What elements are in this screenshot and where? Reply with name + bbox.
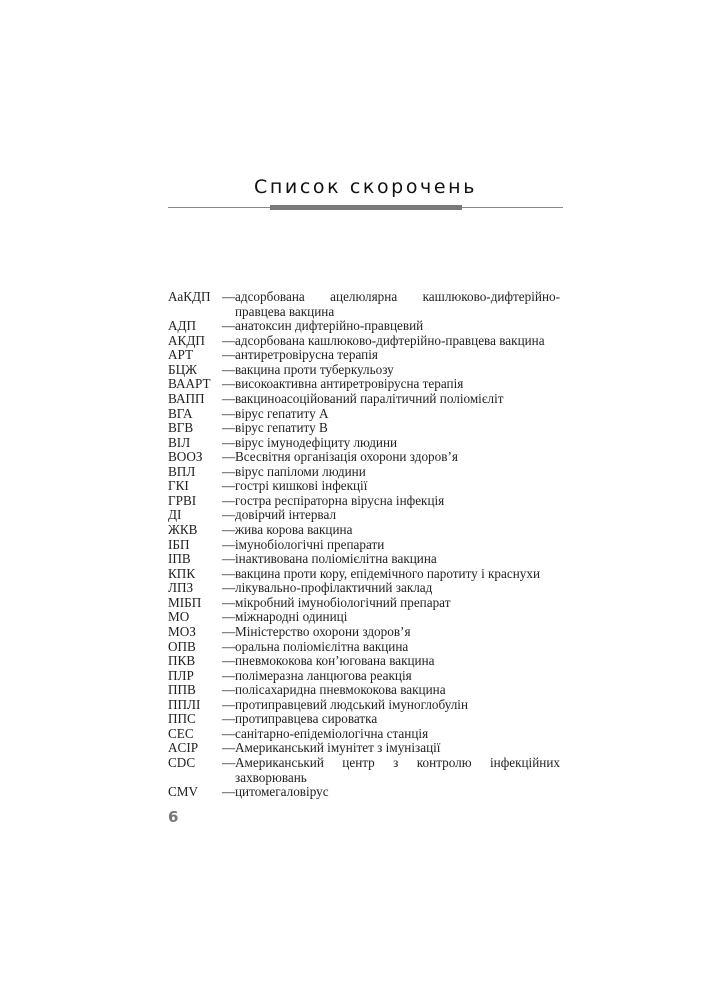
abbreviation: ВААРТ <box>168 376 211 392</box>
definition: вірус гепатиту В <box>235 420 328 436</box>
definition: вірус гепатиту А <box>235 405 329 421</box>
abbreviation-entry <box>168 363 560 378</box>
abbreviation: ГКІ <box>168 478 189 494</box>
dash: — <box>222 478 236 494</box>
abbreviation-entry <box>168 421 560 436</box>
definition: антиретровірусна терапія <box>235 347 378 363</box>
abbreviation-entry <box>168 319 560 334</box>
abbreviation: ВГА <box>168 405 193 421</box>
abbreviation-entry <box>168 756 560 785</box>
dash: — <box>222 536 236 552</box>
dash: — <box>222 740 236 756</box>
definition: адсорбована кашлюково-дифтерійно-правцева вакцина <box>235 332 545 348</box>
definition: анатоксин дифтерійно-правцевий <box>235 318 424 334</box>
abbreviation: ГРВІ <box>168 492 197 508</box>
abbreviation: ВПЛ <box>168 463 196 479</box>
definition: високоактивна антиретровірусна терапія <box>235 376 464 392</box>
definition: жива корова вакцина <box>235 522 353 537</box>
abbreviation: ДІ <box>168 507 182 523</box>
abbreviation-entry <box>168 392 560 407</box>
definition: протиправцевий людський імуноглобулін <box>235 696 469 712</box>
definition: імунобіологічні препарати <box>235 536 385 552</box>
dash: — <box>222 507 236 523</box>
dash: — <box>222 725 236 741</box>
abbreviation: ІПВ <box>168 551 191 567</box>
abbreviation-entry <box>168 698 560 713</box>
dash: — <box>222 318 236 334</box>
abbreviation-entry <box>168 377 560 392</box>
definition: гострі кишкові інфекції <box>235 478 368 494</box>
definition: полісахаридна пневмококова вакцина <box>235 682 446 698</box>
abbreviation-entry <box>168 494 560 509</box>
abbreviation-entry <box>168 596 560 611</box>
abbreviation-entry <box>168 290 560 319</box>
definition: протиправцева сироватка <box>235 711 378 727</box>
definition: Всесвітня організація охорони здоров’я <box>235 449 458 465</box>
dash: — <box>222 565 236 581</box>
dash: — <box>222 711 236 727</box>
abbreviation-list <box>168 290 560 800</box>
definition: пневмококова кон’югована вакцина <box>235 653 435 669</box>
abbreviation: ЖКВ <box>168 522 198 537</box>
dash: — <box>222 623 236 639</box>
abbreviation: ЛПЗ <box>168 580 194 596</box>
abbreviation-entry <box>168 465 560 480</box>
abbreviation: ІБП <box>168 536 190 552</box>
definition: вірус імунодефіциту людини <box>235 434 398 450</box>
abbreviation-entry <box>168 581 560 596</box>
page-title: Список скорочень <box>254 176 477 198</box>
definition: вакцина проти туберкульозу <box>235 361 394 377</box>
abbreviation: АаКДП <box>168 289 211 304</box>
abbreviation: АРТ <box>168 347 194 363</box>
abbreviation-entry <box>168 712 560 727</box>
abbreviation: СЕС <box>168 725 194 741</box>
dash: — <box>222 390 236 406</box>
abbreviation-entry <box>168 654 560 669</box>
abbreviation-entry <box>168 785 560 800</box>
definition: Міністерство охорони здоров’я <box>235 623 411 639</box>
abbreviation: АДП <box>168 318 197 334</box>
abbreviation-entry <box>168 436 560 451</box>
abbreviation-entry <box>168 625 560 640</box>
definition: вакцина проти кору, епідемічного паротиту і краснухи <box>235 565 541 581</box>
dash: — <box>222 682 236 698</box>
definition: вакциноасоційований паралітичний поліомієліт <box>235 390 504 406</box>
definition: лікувально-профілактичний заклад <box>235 580 433 596</box>
dash: — <box>222 594 236 610</box>
definition: Американський центр з контролю інфекційних захворювань <box>235 755 560 785</box>
abbreviation: МО <box>168 609 190 625</box>
abbreviation-entry <box>168 538 560 553</box>
abbreviation: CDC <box>168 755 196 770</box>
definition: вірус папіломи людини <box>235 463 366 479</box>
abbreviation: ВІЛ <box>168 434 191 450</box>
abbreviation: АКДП <box>168 332 205 348</box>
abbreviation: ВГВ <box>168 420 194 436</box>
abbreviation: МІБП <box>168 594 202 610</box>
dash: — <box>222 653 236 669</box>
definition: мікробний імунобіологічний препарат <box>235 594 451 610</box>
definition: міжнародні одиниці <box>235 609 348 625</box>
dash: — <box>222 580 236 596</box>
abbreviation: ППС <box>168 711 196 727</box>
definition: оральна поліомієлітна вакцина <box>235 638 409 654</box>
abbreviation-entry <box>168 683 560 698</box>
abbreviation-entry <box>168 334 560 349</box>
abbreviation: ППЛІ <box>168 696 201 712</box>
definition: санітарно-епідеміологічна станція <box>235 725 429 741</box>
abbreviation-entry <box>168 669 560 684</box>
dash: — <box>222 420 236 436</box>
dash: — <box>222 347 236 363</box>
abbreviation-entry <box>168 407 560 422</box>
abbreviation-entry <box>168 348 560 363</box>
abbreviation: ПКВ <box>168 653 196 669</box>
dash: — <box>222 784 236 800</box>
dash: — <box>222 405 236 421</box>
abbreviation-entry <box>168 610 560 625</box>
dash: — <box>222 463 236 479</box>
dash: — <box>222 376 236 392</box>
abbreviation-entry <box>168 479 560 494</box>
abbreviation: БЦЖ <box>168 361 197 377</box>
abbreviation-entry <box>168 552 560 567</box>
dash: — <box>222 434 236 450</box>
dash: — <box>222 638 236 654</box>
abbreviation-entry <box>168 450 560 465</box>
abbreviation: ВООЗ <box>168 449 203 465</box>
definition: інактивована поліомієлітна вакцина <box>235 551 437 567</box>
dash: — <box>222 696 236 712</box>
abbreviation-entry <box>168 567 560 582</box>
abbreviation: ОПВ <box>168 638 196 654</box>
abbreviation: ППВ <box>168 682 196 698</box>
title-accent-bar <box>270 205 462 210</box>
dash: — <box>222 551 236 567</box>
abbreviation: ACIP <box>168 740 199 756</box>
dash: — <box>222 492 236 508</box>
dash: — <box>222 332 236 348</box>
abbreviation-entry <box>168 508 560 523</box>
page-number: 6 <box>168 808 179 826</box>
dash: — <box>222 667 236 683</box>
abbreviation: CMV <box>168 784 199 800</box>
dash: — <box>222 522 236 537</box>
dash: — <box>222 289 236 304</box>
abbreviation-entry <box>168 640 560 655</box>
abbreviation: ПЛР <box>168 667 194 683</box>
definition: цитомегаловірус <box>235 784 329 800</box>
abbreviation-entry <box>168 727 560 742</box>
abbreviation: КПК <box>168 565 196 581</box>
definition: гостра респіраторна вірусна інфекція <box>235 492 445 508</box>
abbreviation-entry <box>168 741 560 756</box>
definition: адсорбована ацелюлярна кашлюково-дифтерійно-правцева вакцина <box>235 289 560 319</box>
definition: Американський імунітет з імунізації <box>235 740 441 756</box>
abbreviation-entry <box>168 523 560 538</box>
definition: полімеразна ланцюгова реакція <box>235 667 412 683</box>
definition: довірчий інтервал <box>235 507 337 523</box>
dash: — <box>222 361 236 377</box>
dash: — <box>222 449 236 465</box>
dash: — <box>222 755 236 770</box>
abbreviation: ВАПП <box>168 390 205 406</box>
abbreviation: МОЗ <box>168 623 196 639</box>
dash: — <box>222 609 236 625</box>
